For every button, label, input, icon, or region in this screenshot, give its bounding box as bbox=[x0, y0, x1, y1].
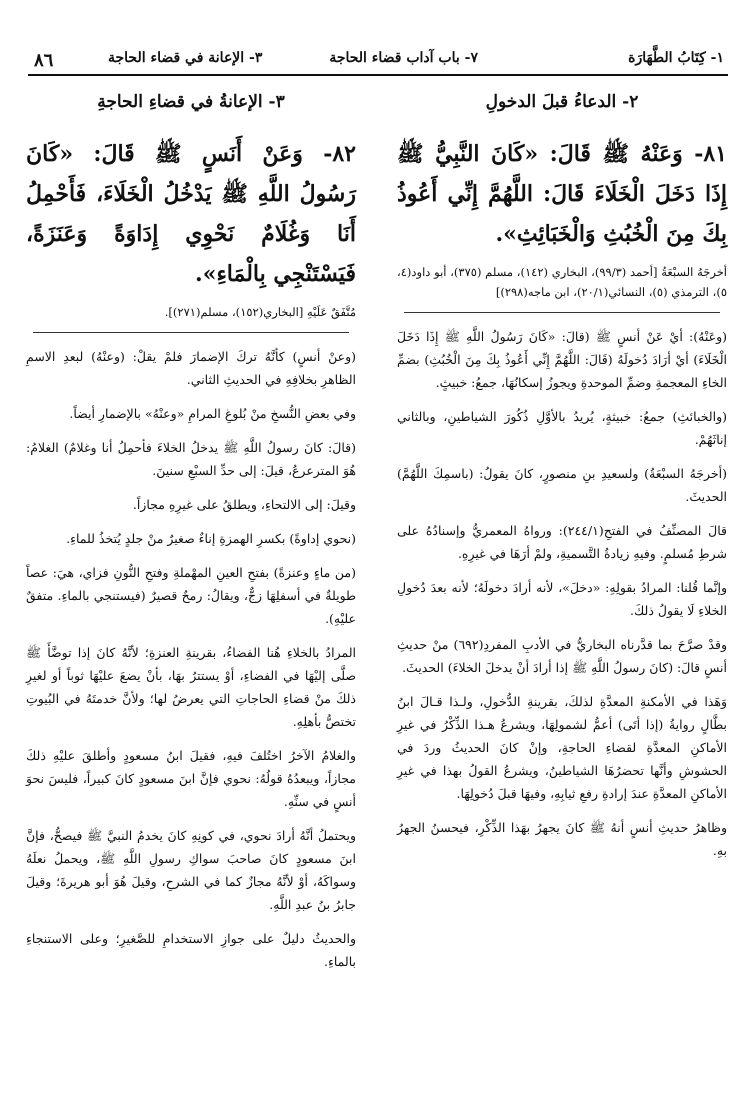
commentary-paragraph: ويحتملُ أنَّهُ أرادَ نحوي، في كونِهِ كانَ يخدمُ النبيَّ ﷺ فيصحُّ، فإنَّ ابنَ مسعودٍ كانَ صاحبَ سواكِ رسولِ اللَّهِ ﷺ، ويحملُ نعلَهُ وسواكَهُ، أوْ لأنَّهُ مجازٌ كما في الشرحِ، وقيلَ هُوَ أبو هريرةَ؛ وقيلَ جابرُ بنُ عبدِ اللَّهِ. bbox=[26, 828, 356, 912]
commentary-paragraph: قالَ المصنِّفُ في الفتحِ(٢٤٤/١): ورواهُ المعمريُّ وإسنادُهُ على شرطِ مُسلمٍ. وفيهِ زيادةُ التَّسميةِ، ولمْ أرَهَا في غيرِهِ. bbox=[397, 523, 728, 561]
commentary-paragraph: والغلامُ الآخرُ اختُلفَ فيهِ، فقيلَ ابنُ مسعودٍ وأطلقَ عليْهِ ذلكَ مجازاً، ويبعدُهُ قولُهُ: نحوي فإنَّ ابنَ مسعودٍ كانَ كبيراً، فليسَ نحوَ أنسٍ في سنِّهِ. bbox=[26, 748, 356, 809]
commentary-paragraph: (من ماءٍ وعنزةً) بفتحِ العينِ المهْملةِ وفتحِ النُّونِ فزاي، هيَ: عصاً طويلةٌ في أسفلِهَا زجٌّ، ويقالُ: رمحٌ قصيرٌ (فيستنجي بالماءِ. متفقٌ عليْهِ). bbox=[26, 565, 356, 626]
commentary-paragraph: (نحوي إداوةً) بكسرِ الهمزةِ إناءٌ صغيرٌ منْ جلدٍ يُتخذُ للماءِ. bbox=[66, 531, 356, 546]
commentary-paragraph: (قالَ: كانَ رسولُ اللَّهِ ﷺ يدخلُ الخلاءَ فأحمِلُ أنا وغلامٌ) الغلامُ: هُوَ المترعرعُ، قيلَ: إلى حدِّ السبْعِ سنينَ. bbox=[26, 440, 356, 478]
divider bbox=[404, 312, 721, 313]
commentary-paragraph: وقدْ صرَّحَ بما قدَّرناه البخاريُّ في الأدبِ المفردِ(٦٩٢) منْ حديثِ أنسٍ قالَ: (كانَ رسولُ اللَّهِ ﷺ إذا أرادَ أنْ يدخلَ الخلاءَ) الحديثَ. bbox=[397, 637, 727, 675]
right-column bbox=[397, 92, 727, 873]
commentary-paragraph: (وعَنْهُ): أيْ عَنْ أنسٍ ﷺ (قالَ: «كَانَ رَسُولُ اللَّهِ ﷺ إِذَا دَخَلَ الْخَلَاءَ) أيْ أرَادَ دُخولَهُ (قَالَ: اللَّهُمَّ إِنِّي أَعُوذُ بِكَ مِنَ الْخُبُثِ) بضمِّ الخاءِ المعجمةِ وضمِّ الموحدةِ ويجوزُ إسكانُهَا، جمعُ: خبيثٍ. bbox=[397, 329, 727, 390]
left-column bbox=[26, 92, 356, 984]
commentary-paragraph: وَهَذا في الأمكنةِ المعدَّةِ لذلكَ، بقرينةِ الدُّخولِ، ولـذا قـالَ ابنُ بطَّالٍ روايةُ (إذا أتَى) أعمُّ لشمولِهَا، ويشرعُ هـذا الذِّكْرُ في غيرِ الأماكنِ المعدَّةِ لقضاءِ الحاجةِ، وإنْ كانَ الحديثُ وردَ في الحشوشِ وأنَّها تحضرُهَا الشياطينُ، ويشرعُ القولُ بهذا في غيرِ الأماكنِ المعدَّةِ عندَ إرادةِ رفعِ ثيابِهِ، وفيهَا قبلَ دُخولِهَا. bbox=[397, 694, 727, 801]
hadith-text: ٨٢- وَعَنْ أَنَسٍ ﷺ قَالَ: «كَانَ رَسُولُ اللَّهِ ﷺ يَدْخُلُ الْخَلَاءَ، فَأَحْمِلُ أَنَا وَغُلَامٌ نَحْوِي إِدَاوَةً وَعَنَزَةً، فَيَسْتَنْجِي بِالْمَاءِ». bbox=[26, 141, 356, 287]
page-number: ٨٦ bbox=[34, 50, 54, 71]
commentary-paragraph: (وعنْ أنسٍ) كأنَّهُ تركَ الإضمارَ فلمْ يقلْ: (وعنْهُ) لبعدِ الاسمِ الظاهرِ بخلافِهِ في الحديثِ الثاني. bbox=[26, 349, 356, 387]
commentary-paragraph: وإنَّما قُلنا: المرادُ بقولِهِ: «دخلَ»، لأنه أرادَ دخولَهُ؛ لأنه بعدَ دُخولِ الخلاءِ لَا يقولُ ذلكَ. bbox=[397, 580, 727, 618]
running-header bbox=[28, 44, 728, 76]
book-title: ١- كِتَابُ الطَّهَارَة bbox=[628, 50, 724, 66]
commentary-paragraph: (أخرجَهُ السبْعَةُ) ولسعيدِ بنِ منصورٍ، كانَ يقولُ: (باسمِكَ اللَّهُمَّ) الحديثَ. bbox=[397, 466, 727, 504]
divider bbox=[33, 332, 350, 333]
hadith-text: ٨١- وَعَنْهُ ﷺ قَالَ: «كَانَ النَّبِيُّ ﷺ إِذَا دَخَلَ الْخَلَاءَ قَالَ: اللَّهُمَّ إِنِّي أَعُوذُ بِكَ مِنَ الْخُبُثِ وَالْخَبَائِثِ». bbox=[397, 141, 727, 247]
section-title-header: ٣- الإعانة في قضاء الحاجة bbox=[108, 50, 263, 66]
hadith-takhrij: مُتَّفَقٌ عَلَيْهِ [البخاري(١٥٢)، مسلم(٢٧١)]. bbox=[164, 305, 356, 319]
commentary-paragraph: والحديثُ دليلٌ على جوازِ الاستخدامِ للصَّغيرِ؛ وعلى الاستنجاءِ بالماءِ. bbox=[26, 931, 356, 969]
commentary-paragraph: (والخبائثِ) جمعُ: خبيثةٍ، يُريدُ بالأوَّلِ ذُكُورَ الشياطينِ، وبالثاني إناثَهُمْ. bbox=[397, 409, 727, 447]
commentary-paragraph: المرادُ بالخلاءِ هُنا الفضاءُ، بقرينةِ العنزةِ؛ لأنَّهُ كانَ إذا توضَّأَ ﷺ صلَّى إليْهَا في الفضاءِ، أوْ يستترُ بهَا، بأنْ يضعَ عليْهَا ثوباً أو لغيرِ ذلكَ منْ قضاءِ الحاجاتِ التي يعرضُ لها؛ ولأنَّ خدمتَهُ في البُيوتِ تختصُّ بأهلِهِ. bbox=[26, 645, 356, 729]
commentary-paragraph: وظاهرُ حديثِ أنسٍ أنهُ ﷺ كانَ يجهرُ بهَذا الذِّكْرِ، فيحسنُ الجهرُ بهِ. bbox=[397, 820, 727, 858]
section-title: ٢- الدعاءُ قبلَ الدخولِ bbox=[485, 92, 639, 112]
commentary-paragraph: وفي بعضِ النُّسخِ منْ بُلوغِ المرامِ «وعنْهُ» بالإضمارِ أيضاً. bbox=[69, 406, 356, 421]
hadith-takhrij: أخرجَهُ السبْعَةُ [أحمد (٩٩/٣)، البخاري (١٤٢)، مسلم (٣٧٥)، أبو داود(٤، ٥)، الترمذي (٥)، النسائي(٢٠/١)، ابن ماجه(٢٩٨)] bbox=[397, 265, 727, 299]
section-title: ٣- الإعانةُ في قضاءِ الحاجةِ bbox=[97, 92, 285, 112]
chapter-title: ٧- باب آداب قضاء الحاجة bbox=[329, 50, 478, 66]
commentary-paragraph: وقيلَ: إلى الالتحاءِ، ويطلقُ على غيرِهِ مجازاً. bbox=[132, 497, 356, 512]
